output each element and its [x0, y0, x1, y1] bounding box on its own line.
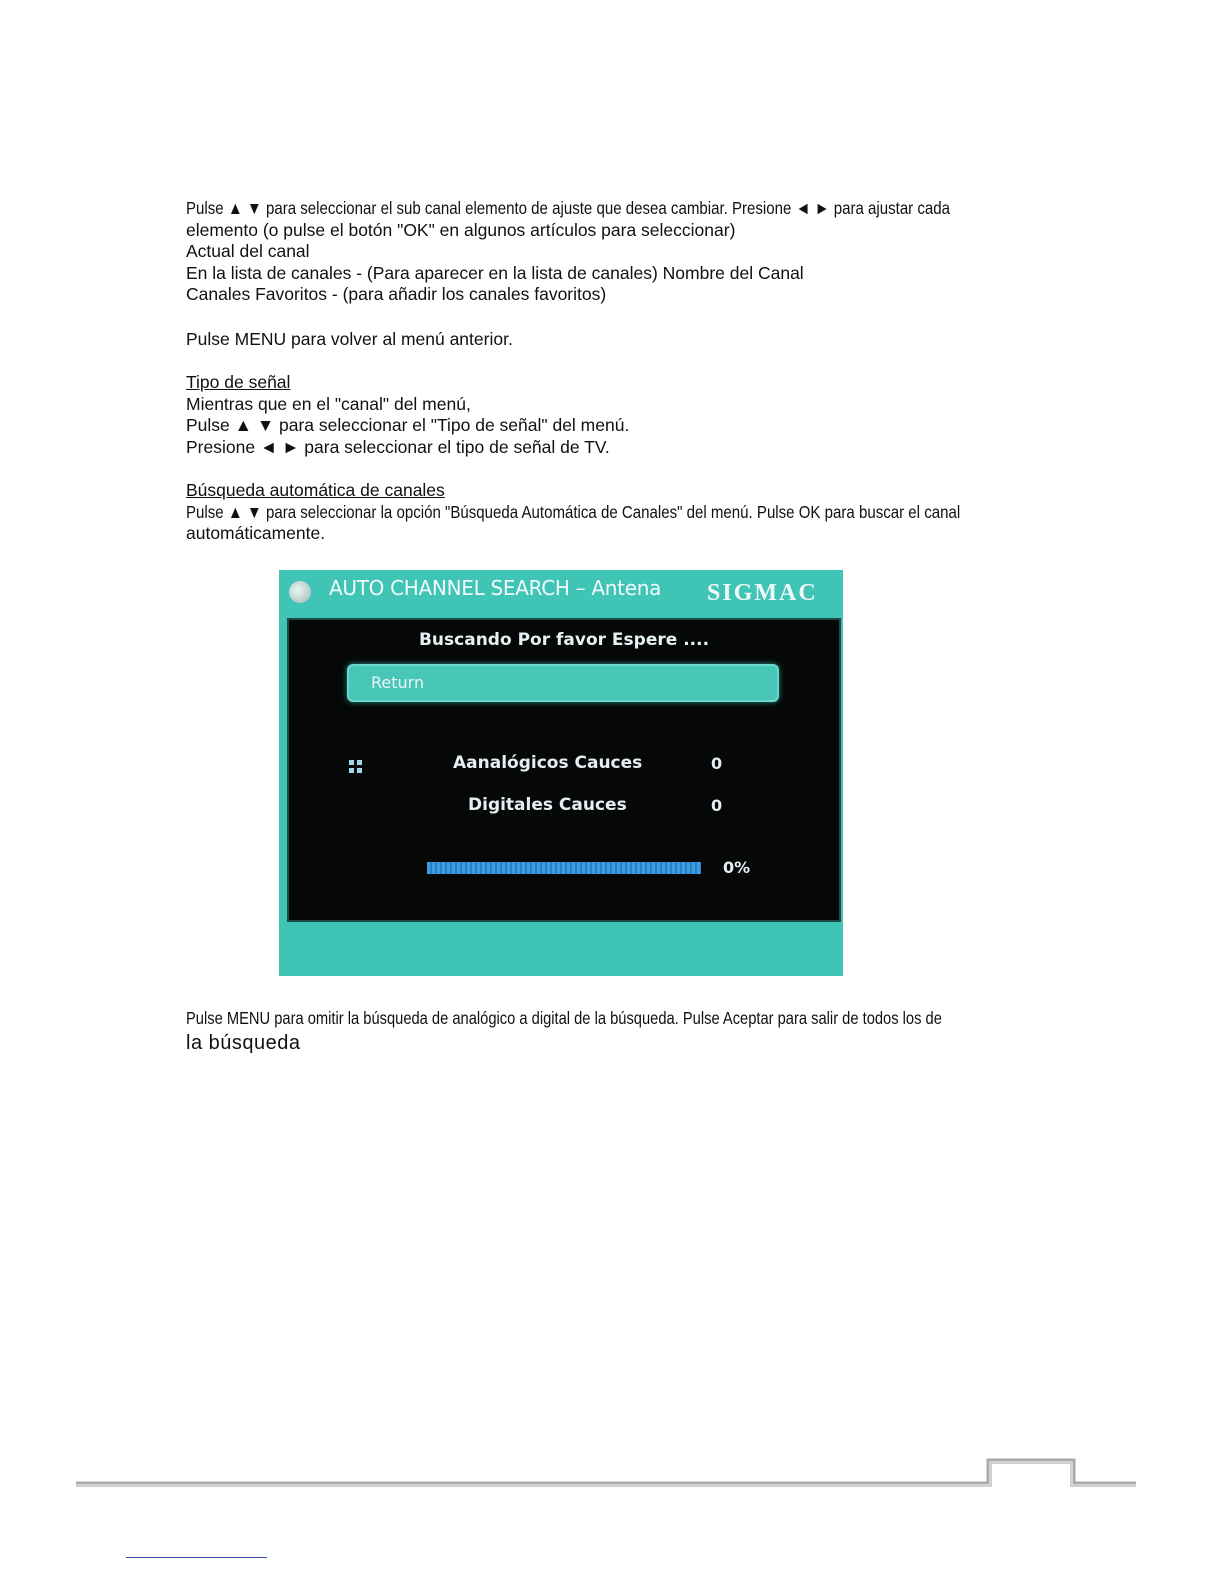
section-heading: Búsqueda automática de canales [186, 480, 445, 500]
tv-title: AUTO CHANNEL SEARCH – Antena [329, 576, 662, 600]
instruction-line: elemento (o pulse el botón "OK" en algunos artículos para seleccionar) [186, 219, 736, 240]
analog-channels-label: Aanalógicos Cauces [453, 753, 643, 773]
tv-header [279, 570, 843, 616]
section-heading: Tipo de señal [186, 372, 291, 392]
brand-watermark: SIGMAC [707, 580, 818, 606]
return-button[interactable] [347, 664, 779, 702]
instructions-menu-back [186, 329, 1026, 351]
progress-fill [427, 862, 701, 874]
digital-channels-count: 0 [711, 796, 723, 815]
grid-icon [349, 760, 363, 774]
instruction-line: Canales Favoritos - (para añadir los canales favoritos) [186, 284, 607, 304]
search-panel [287, 618, 841, 922]
instructions-subchannel [186, 198, 1026, 306]
tv-screenshot [279, 570, 843, 976]
digital-channels-label: Digitales Cauces [468, 795, 627, 815]
instruction-line: Pulse MENU para volver al menú anterior. [186, 329, 513, 349]
footer-link-underline [126, 1557, 267, 1558]
instruction-line: Actual del canal [186, 241, 310, 261]
instruction-line: automáticamente. [186, 523, 326, 543]
progress-percent: 0% [723, 858, 751, 877]
analog-channels-count: 0 [711, 754, 723, 773]
footer-rule [76, 1456, 1136, 1490]
instruction-line: Mientras que en el "canal" del menú, [186, 393, 471, 414]
progress-bar [427, 862, 701, 874]
instruction-line: Pulse MENU para omitir la búsqueda de analógico a digital de la búsqueda. Pulse Aceptar para salir de todos los de [186, 1008, 942, 1028]
instruction-line: En la lista de canales - (Para aparecer en la lista de canales) Nombre del Canal [186, 262, 804, 283]
instruction-line: Presione ◄ ► para seleccionar el tipo de señal de TV. [186, 436, 610, 457]
instruction-line: Pulse ▲ ▼ para seleccionar el sub canal elemento de ajuste que desea cambiar. Presione ◄ ► para ajustar cada [186, 198, 951, 218]
instructions-skip [186, 1008, 1026, 1056]
searching-message: Buscando Por favor Espere .... [418, 630, 710, 650]
instruction-line: Pulse ▲ ▼ para seleccionar la opción "Búsqueda Automática de Canales" del menú. Pulse OK para buscar el canal [186, 501, 961, 522]
instruction-line: la búsqueda [186, 1031, 301, 1054]
section-signal-type [186, 372, 1026, 458]
section-auto-search [186, 480, 1026, 545]
menu-dot-icon [289, 581, 311, 603]
return-label: Return [371, 673, 425, 692]
instruction-line: Pulse ▲ ▼ para seleccionar el "Tipo de señal" del menú. [186, 415, 630, 435]
